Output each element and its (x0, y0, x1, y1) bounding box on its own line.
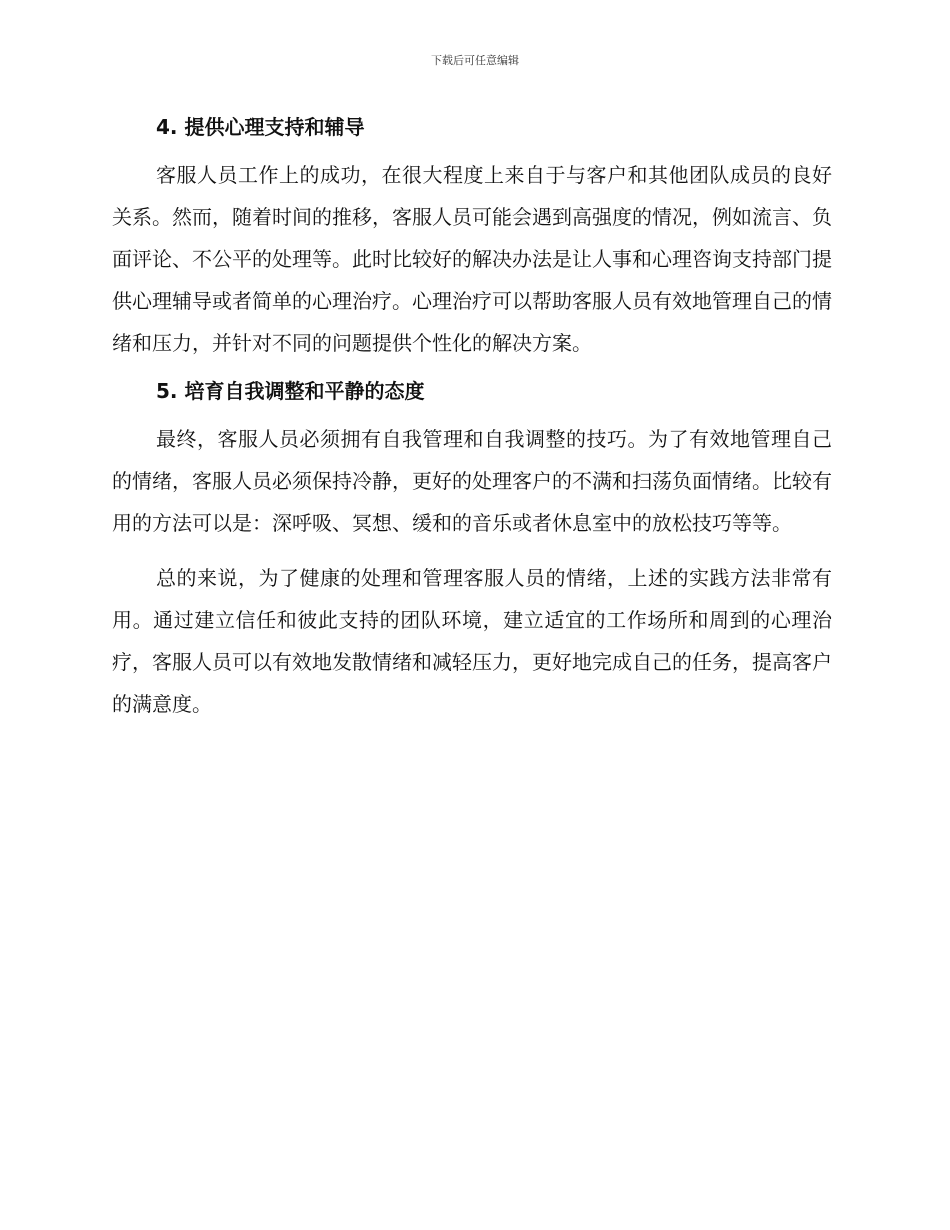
section-heading-4: 4. 提供心理支持和辅导 (156, 115, 365, 139)
conclusion-paragraph: 总的来说，为了健康的处理和管理客服人员的情绪，上述的实践方法非常有用。通过建立信任和彼此支持的团队环境，建立适宜的工作场所和周到的心理治疗，客服人员可以有效地发散情绪和减轻压力，更好地完成自己的任务，提高客户的满意度。 (112, 566, 832, 716)
header-note: 下载后可任意编辑 (431, 54, 519, 67)
section-paragraph-4: 客服人员工作上的成功，在很大程度上来自于与客户和其他团队成员的良好关系。然而，随着时间的推移，客服人员可能会遇到高强度的情况，例如流言、负面评论、不公平的处理等。此时比较好的解决办法是让人事和心理咨询支持部门提供心理辅导或者简单的心理治疗。心理治疗可以帮助客服人员有效地管理自己的情绪和压力，并针对不同的问题提供个性化的解决方案。 (112, 163, 832, 355)
document-body (112, 108, 832, 725)
section-paragraph-5: 最终，客服人员必须拥有自我管理和自我调整的技巧。为了有效地管理自己的情绪，客服人员必须保持冷静，更好的处理客户的不满和扫荡负面情绪。比较有用的方法可以是：深呼吸、冥想、缓和的音乐或者休息室中的放松技巧等等。 (112, 427, 832, 535)
section-heading-5: 5. 培育自我调整和平静的态度 (156, 379, 425, 403)
